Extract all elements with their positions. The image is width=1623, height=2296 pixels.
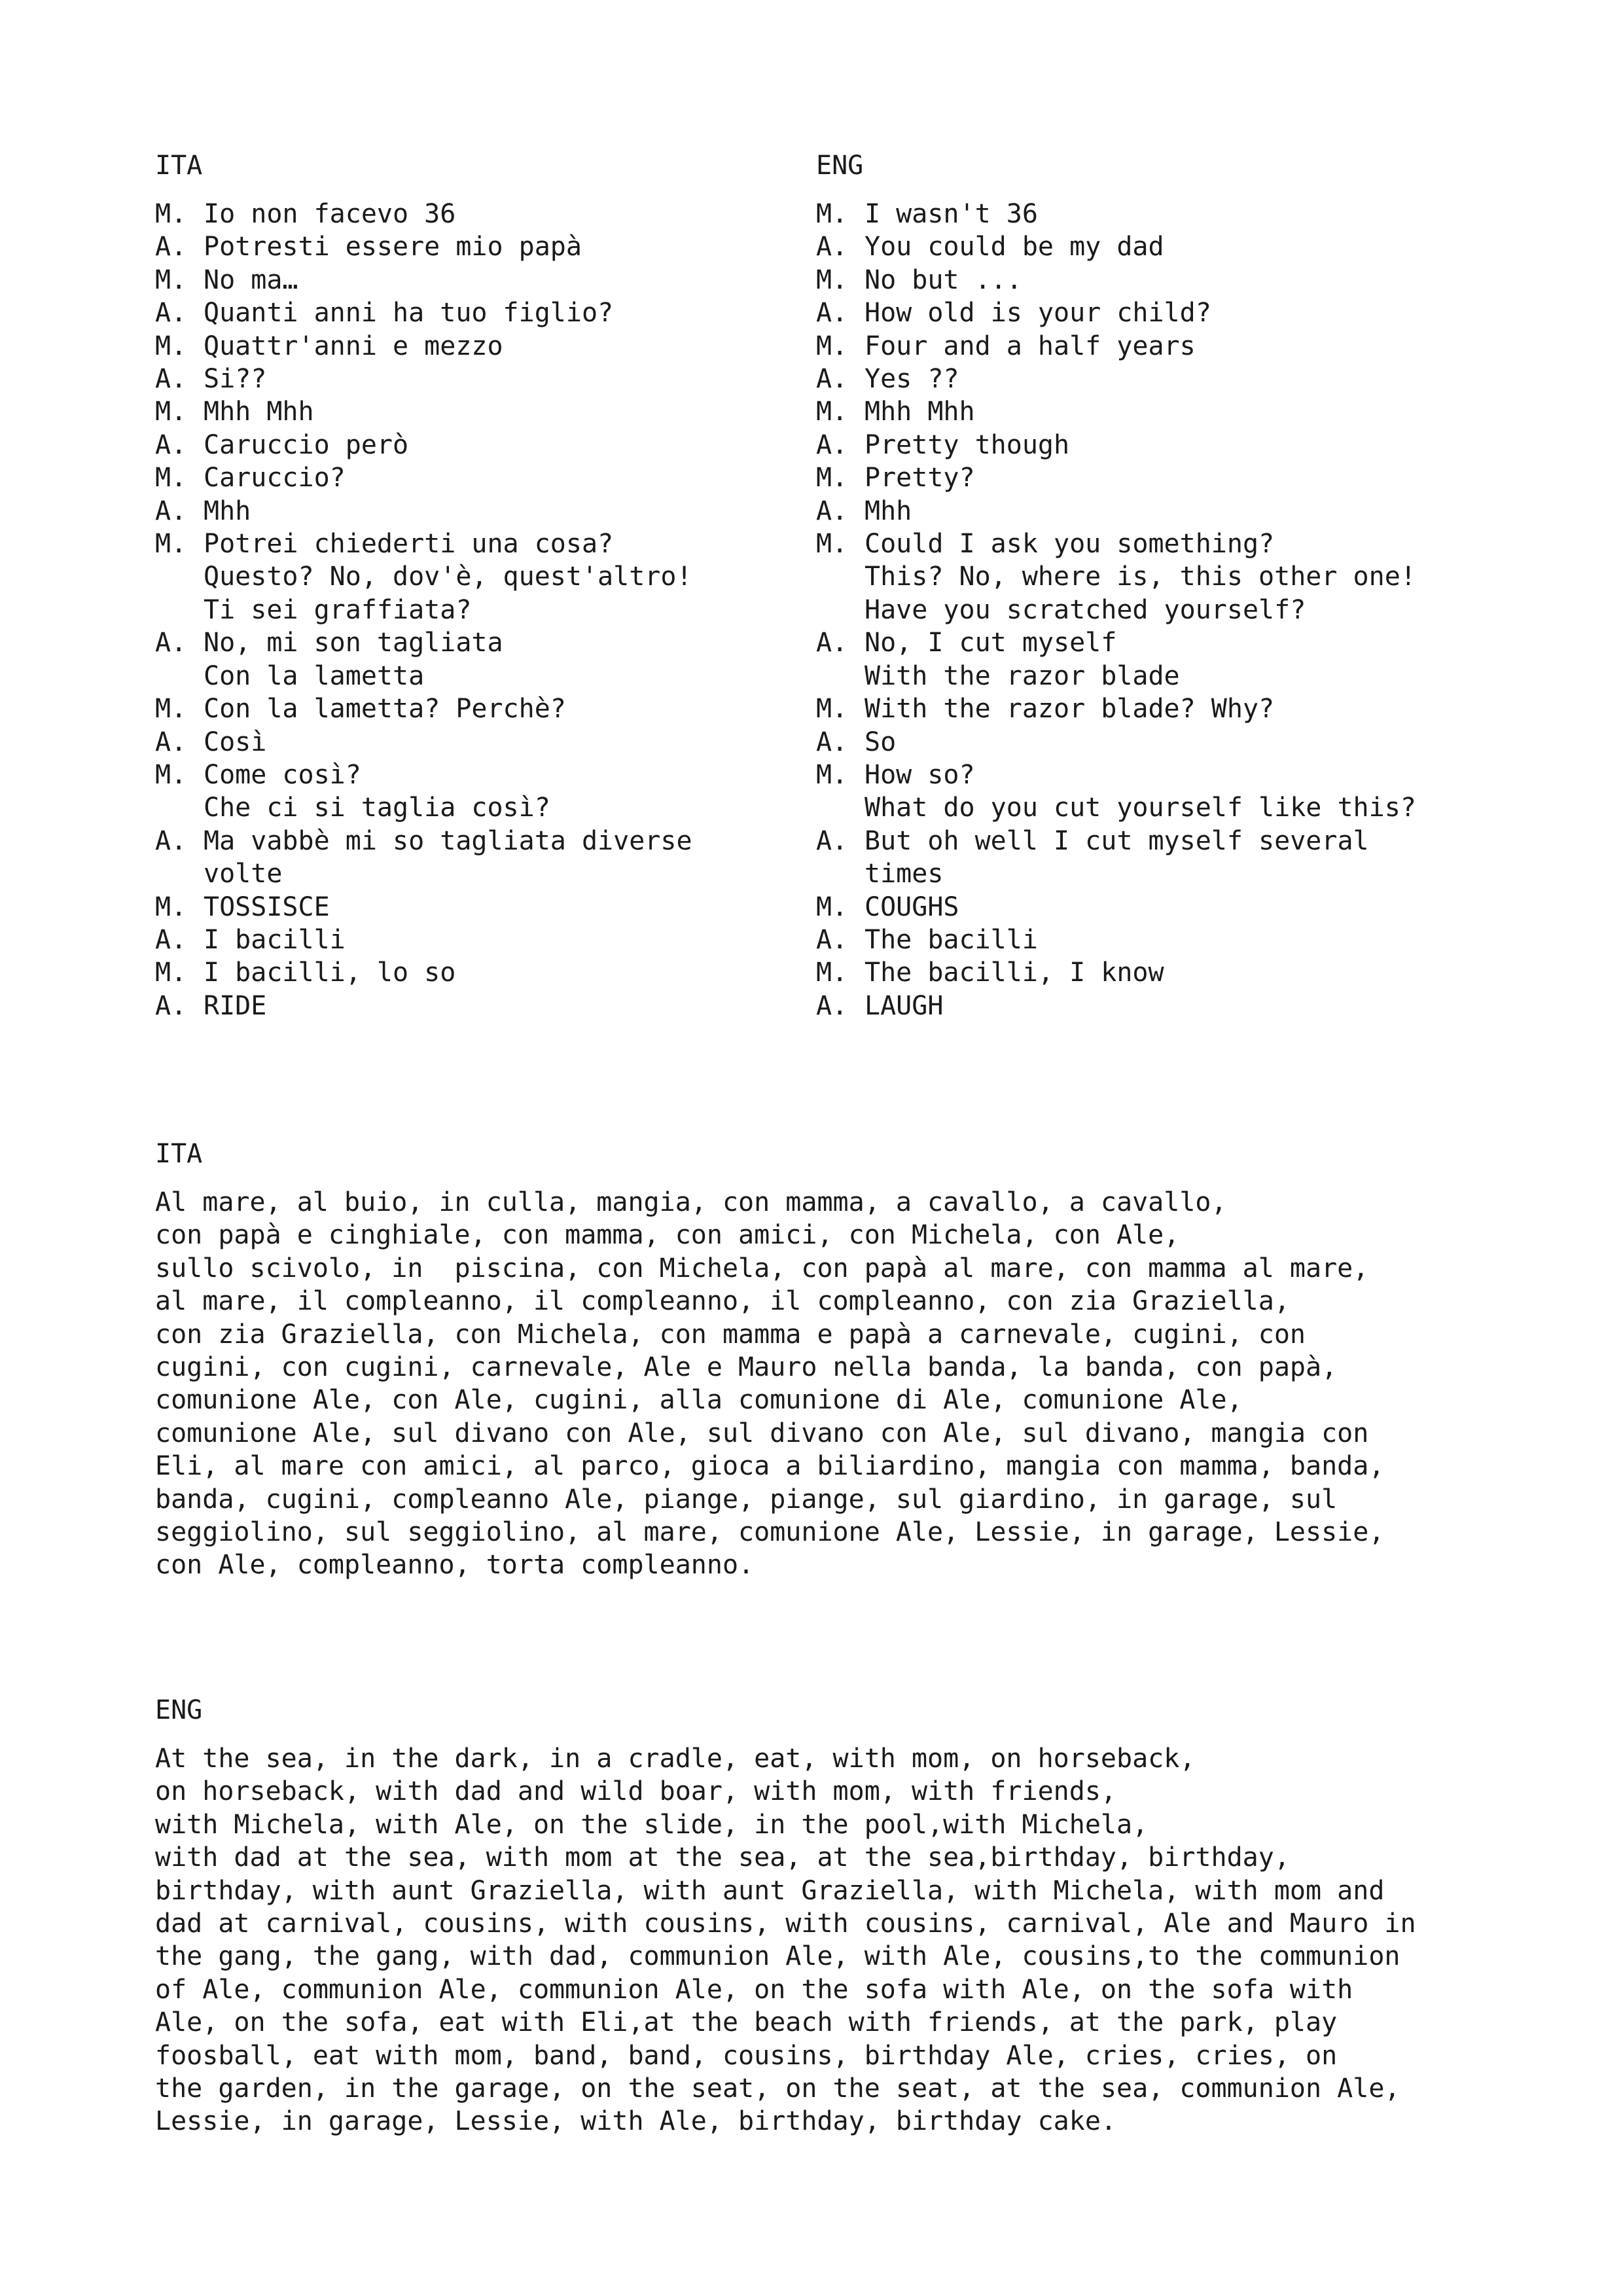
line-text: Caruccio? bbox=[204, 463, 346, 493]
dialogue-line bbox=[816, 956, 1471, 989]
dialogue-line bbox=[155, 825, 810, 857]
dialogue-line bbox=[816, 264, 1471, 296]
dialogue-line bbox=[816, 560, 1471, 593]
dialogue-line bbox=[155, 330, 810, 363]
line-text: Pretty? bbox=[865, 463, 975, 493]
line-text: This? No, where is, this other one! bbox=[865, 562, 1416, 592]
line-text: But oh well I cut myself several bbox=[865, 825, 1369, 856]
speaker-label: A. bbox=[155, 726, 187, 757]
list-ita-header: ITA bbox=[155, 1139, 203, 1169]
dialogue-line bbox=[155, 363, 810, 395]
line-text: How old is your child? bbox=[865, 298, 1211, 329]
line-text: Could I ask you something? bbox=[865, 529, 1275, 560]
speaker-label bbox=[816, 791, 865, 824]
speaker-label: M. bbox=[816, 694, 848, 725]
speaker-label: M. bbox=[155, 199, 187, 229]
speaker-label: M. bbox=[155, 694, 187, 725]
list-eng-paragraph bbox=[155, 1742, 1484, 2138]
dialogue-line bbox=[816, 330, 1471, 363]
line-text: Mhh bbox=[204, 495, 251, 526]
paragraph-line: on horseback, with dad and wild boar, with mom, with friends, bbox=[155, 1776, 1117, 1807]
speaker-label: M. bbox=[816, 958, 848, 988]
dialogue-line bbox=[816, 461, 1471, 494]
speaker-label: M. bbox=[155, 529, 187, 560]
dialogue-ita-header: ITA bbox=[155, 151, 203, 181]
line-text: With the razor blade? Why? bbox=[865, 694, 1275, 725]
speaker-label: M. bbox=[816, 463, 848, 493]
speaker-label: A. bbox=[816, 924, 848, 955]
paragraph-line: seggiolino, sul seggiolino, al mare, comunione Ale, Lessie, in garage, Lessie, bbox=[155, 1517, 1385, 1548]
speaker-label bbox=[155, 660, 204, 692]
speaker-label bbox=[816, 560, 865, 593]
dialogue-line bbox=[155, 395, 810, 428]
dialogue-line bbox=[155, 726, 810, 759]
line-text: COUGHS bbox=[865, 891, 959, 922]
paragraph-line: al mare, il compleanno, il compleanno, il compleanno, con zia Graziella, bbox=[155, 1286, 1290, 1317]
dialogue-line bbox=[155, 759, 810, 791]
speaker-label bbox=[816, 594, 865, 626]
dialogue-line bbox=[155, 891, 810, 924]
dialogue-line bbox=[816, 429, 1471, 461]
speaker-label: M. bbox=[816, 199, 848, 229]
dialogue-line bbox=[816, 296, 1471, 329]
list-ita-section bbox=[155, 1138, 1484, 1582]
speaker-label: A. bbox=[816, 726, 848, 757]
line-text: Pretty though bbox=[865, 429, 1070, 460]
line-text: The bacilli, I know bbox=[865, 958, 1164, 988]
line-text: Four and a half years bbox=[865, 331, 1196, 361]
speaker-label: A. bbox=[816, 628, 848, 658]
speaker-label: A. bbox=[155, 429, 187, 460]
speaker-label: M. bbox=[816, 331, 848, 361]
paragraph-line: con papà e cinghiale, con mamma, con amici, con Michela, con Ale, bbox=[155, 1220, 1180, 1251]
dialogue-line bbox=[155, 296, 810, 329]
dialogue-line bbox=[155, 956, 810, 989]
speaker-label: A. bbox=[155, 924, 187, 955]
line-text: Con la lametta? Perchè? bbox=[204, 694, 566, 725]
speaker-label bbox=[155, 857, 204, 890]
dialogue-line bbox=[816, 924, 1471, 956]
paragraph-line: Eli, al mare con amici, al parco, gioca a biliardino, mangia con mamma, banda, bbox=[155, 1451, 1385, 1482]
line-text: Si?? bbox=[204, 364, 267, 395]
dialogue-line bbox=[155, 924, 810, 956]
dialogue-line bbox=[816, 230, 1471, 263]
dialogue-line bbox=[155, 692, 810, 725]
dialogue-line bbox=[816, 857, 1471, 890]
speaker-label: A. bbox=[155, 990, 187, 1021]
paragraph-line: the gang, the gang, with dad, communion Ale, with Ale, cousins,to the communion bbox=[155, 1941, 1400, 1972]
line-text: No, mi son tagliata bbox=[204, 628, 503, 658]
speaker-label: A. bbox=[816, 232, 848, 262]
speaker-label: M. bbox=[155, 331, 187, 361]
line-text: What do you cut yourself like this? bbox=[865, 793, 1416, 823]
dialogue-line bbox=[155, 791, 810, 824]
speaker-label: A. bbox=[816, 298, 848, 329]
line-text: RIDE bbox=[204, 990, 267, 1021]
speaker-label: A. bbox=[155, 298, 187, 329]
line-text: I bacilli, lo so bbox=[204, 958, 456, 988]
paragraph-line: cugini, con cugini, carnevale, Ale e Mauro nella banda, la banda, con papà, bbox=[155, 1352, 1338, 1383]
dialogue-line bbox=[816, 825, 1471, 857]
paragraph-line: con zia Graziella, con Michela, con mamma e papà a carnevale, cugini, con bbox=[155, 1319, 1306, 1350]
line-text: Quattr'anni e mezzo bbox=[204, 331, 503, 361]
paragraph-line: with dad at the sea, with mom at the sea, at the sea,birthday, birthday, bbox=[155, 1842, 1290, 1873]
dialogue-line bbox=[155, 264, 810, 296]
dialogue-line bbox=[816, 495, 1471, 528]
speaker-label bbox=[155, 791, 204, 824]
dialogue-line bbox=[816, 891, 1471, 924]
speaker-label: A. bbox=[155, 232, 187, 262]
line-text: Potresti essere mio papà bbox=[204, 232, 582, 262]
paragraph-line: sullo scivolo, in piscina, con Michela, con papà al mare, con mamma al mare, bbox=[155, 1253, 1369, 1283]
speaker-label: A. bbox=[816, 364, 848, 395]
dialogue-line bbox=[155, 626, 810, 659]
dialogue-line bbox=[816, 990, 1471, 1022]
speaker-label: A. bbox=[816, 990, 848, 1021]
speaker-label: A. bbox=[155, 495, 187, 526]
speaker-label bbox=[816, 857, 865, 890]
dialogue-line bbox=[816, 660, 1471, 692]
speaker-label: A. bbox=[155, 364, 187, 395]
line-text: No but ... bbox=[865, 264, 1022, 295]
line-text: No ma… bbox=[204, 264, 298, 295]
line-text: Have you scratched yourself? bbox=[865, 594, 1306, 625]
line-text: Ti sei graffiata? bbox=[204, 594, 472, 625]
paragraph-line: banda, cugini, compleanno Ale, piange, piange, sul giardino, in garage, sul bbox=[155, 1484, 1338, 1515]
paragraph-line: the garden, in the garage, on the seat, on the seat, at the sea, communion Ale, bbox=[155, 2073, 1400, 2104]
dialogue-ita-column bbox=[155, 149, 810, 1022]
paragraph-line: foosball, eat with mom, band, band, cousins, birthday Ale, cries, cries, on bbox=[155, 2040, 1338, 2071]
dialogue-line bbox=[816, 363, 1471, 395]
speaker-label: M. bbox=[816, 264, 848, 295]
dialogue-line bbox=[816, 759, 1471, 791]
dialogue-line bbox=[155, 461, 810, 494]
line-text: Potrei chiederti una cosa? bbox=[204, 529, 614, 560]
dialogue-line bbox=[155, 660, 810, 692]
paragraph-line: comunione Ale, con Ale, cugini, alla comunione di Ale, comunione Ale, bbox=[155, 1385, 1243, 1416]
dialogue-line bbox=[155, 528, 810, 560]
speaker-label: A. bbox=[816, 825, 848, 856]
speaker-label: M. bbox=[155, 463, 187, 493]
line-text: Quanti anni ha tuo figlio? bbox=[204, 298, 614, 329]
speaker-label: M. bbox=[816, 759, 848, 790]
line-text: Mhh Mhh bbox=[204, 397, 314, 427]
dialogue-line bbox=[155, 230, 810, 263]
dialogue-line bbox=[816, 395, 1471, 428]
paragraph-line: dad at carnival, cousins, with cousins, with cousins, carnival, Ale and Mauro in bbox=[155, 1909, 1416, 1939]
line-text: Mhh bbox=[865, 495, 912, 526]
line-text: Con la lametta bbox=[204, 660, 425, 691]
list-eng-section bbox=[155, 1694, 1484, 2138]
line-text: You could be my dad bbox=[865, 232, 1164, 262]
paragraph-line: At the sea, in the dark, in a cradle, eat, with mom, on horseback, bbox=[155, 1744, 1196, 1774]
line-text: With the razor blade bbox=[865, 660, 1180, 691]
line-text: Caruccio però bbox=[204, 429, 409, 460]
line-text: So bbox=[865, 726, 897, 757]
line-text: times bbox=[865, 859, 944, 889]
line-text: Io non facevo 36 bbox=[204, 199, 456, 229]
line-text: TOSSISCE bbox=[204, 891, 330, 922]
paragraph-line: con Ale, compleanno, torta compleanno. bbox=[155, 1550, 755, 1581]
dialogue-line bbox=[155, 560, 810, 593]
speaker-label: M. bbox=[155, 264, 187, 295]
dialogue-line bbox=[155, 990, 810, 1022]
dialogue-line bbox=[816, 626, 1471, 659]
dialogue-eng-lines bbox=[816, 198, 1471, 1022]
dialogue-line bbox=[816, 594, 1471, 626]
paragraph-line: of Ale, communion Ale, communion Ale, on the sofa with Ale, on the sofa with bbox=[155, 1974, 1353, 2005]
paragraph-line: birthday, with aunt Graziella, with aunt Graziella, with Michela, with mom and bbox=[155, 1875, 1385, 1906]
speaker-label: M. bbox=[155, 958, 187, 988]
line-text: volte bbox=[204, 859, 283, 889]
dialogue-line bbox=[155, 198, 810, 230]
dialogue-line bbox=[816, 791, 1471, 824]
dialogue-line bbox=[816, 198, 1471, 230]
line-text: Come così? bbox=[204, 759, 361, 790]
line-text: Ma vabbè mi so tagliata diverse bbox=[204, 825, 692, 856]
speaker-label bbox=[816, 660, 865, 692]
list-eng-header: ENG bbox=[155, 1695, 203, 1725]
line-text: Questo? No, dov'è, quest'altro! bbox=[204, 562, 692, 592]
speaker-label: M. bbox=[155, 891, 187, 922]
line-text: Così bbox=[204, 726, 267, 757]
line-text: I wasn't 36 bbox=[865, 199, 1038, 229]
line-text: The bacilli bbox=[865, 924, 1038, 955]
speaker-label: A. bbox=[816, 495, 848, 526]
speaker-label: M. bbox=[155, 397, 187, 427]
dialogue-line bbox=[155, 857, 810, 890]
dialogue-line bbox=[816, 528, 1471, 560]
dialogue-eng-column bbox=[816, 149, 1471, 1022]
dialogue-line bbox=[816, 692, 1471, 725]
dialogue-eng-header: ENG bbox=[816, 151, 864, 181]
dialogue-line bbox=[155, 594, 810, 626]
line-text: No, I cut myself bbox=[865, 628, 1117, 658]
dialogue-line bbox=[155, 495, 810, 528]
speaker-label: M. bbox=[816, 529, 848, 560]
paragraph-line: comunione Ale, sul divano con Ale, sul divano con Ale, sul divano, mangia con bbox=[155, 1418, 1369, 1448]
paragraph-line: Ale, on the sofa, eat with Eli,at the beach with friends, at the park, play bbox=[155, 2007, 1338, 2038]
dialogue-ita-lines bbox=[155, 198, 810, 1022]
line-text: I bacilli bbox=[204, 924, 346, 955]
speaker-label bbox=[155, 560, 204, 593]
list-ita-paragraph bbox=[155, 1186, 1484, 1582]
line-text: How so? bbox=[865, 759, 975, 790]
speaker-label bbox=[155, 594, 204, 626]
line-text: LAUGH bbox=[865, 990, 944, 1021]
dialogue-line bbox=[816, 726, 1471, 759]
line-text: Mhh Mhh bbox=[865, 397, 975, 427]
line-text: Yes ?? bbox=[865, 364, 959, 395]
dialogue-line bbox=[155, 429, 810, 461]
paragraph-line: Lessie, in garage, Lessie, with Ale, birthday, birthday cake. bbox=[155, 2106, 1117, 2137]
speaker-label: M. bbox=[816, 397, 848, 427]
paragraph-line: Al mare, al buio, in culla, mangia, con mamma, a cavallo, a cavallo, bbox=[155, 1187, 1227, 1217]
speaker-label: A. bbox=[155, 825, 187, 856]
speaker-label: A. bbox=[155, 628, 187, 658]
speaker-label: M. bbox=[155, 759, 187, 790]
speaker-label: A. bbox=[816, 429, 848, 460]
line-text: Che ci si taglia così? bbox=[204, 793, 550, 823]
speaker-label: M. bbox=[816, 891, 848, 922]
paragraph-line: with Michela, with Ale, on the slide, in the pool,with Michela, bbox=[155, 1809, 1149, 1840]
